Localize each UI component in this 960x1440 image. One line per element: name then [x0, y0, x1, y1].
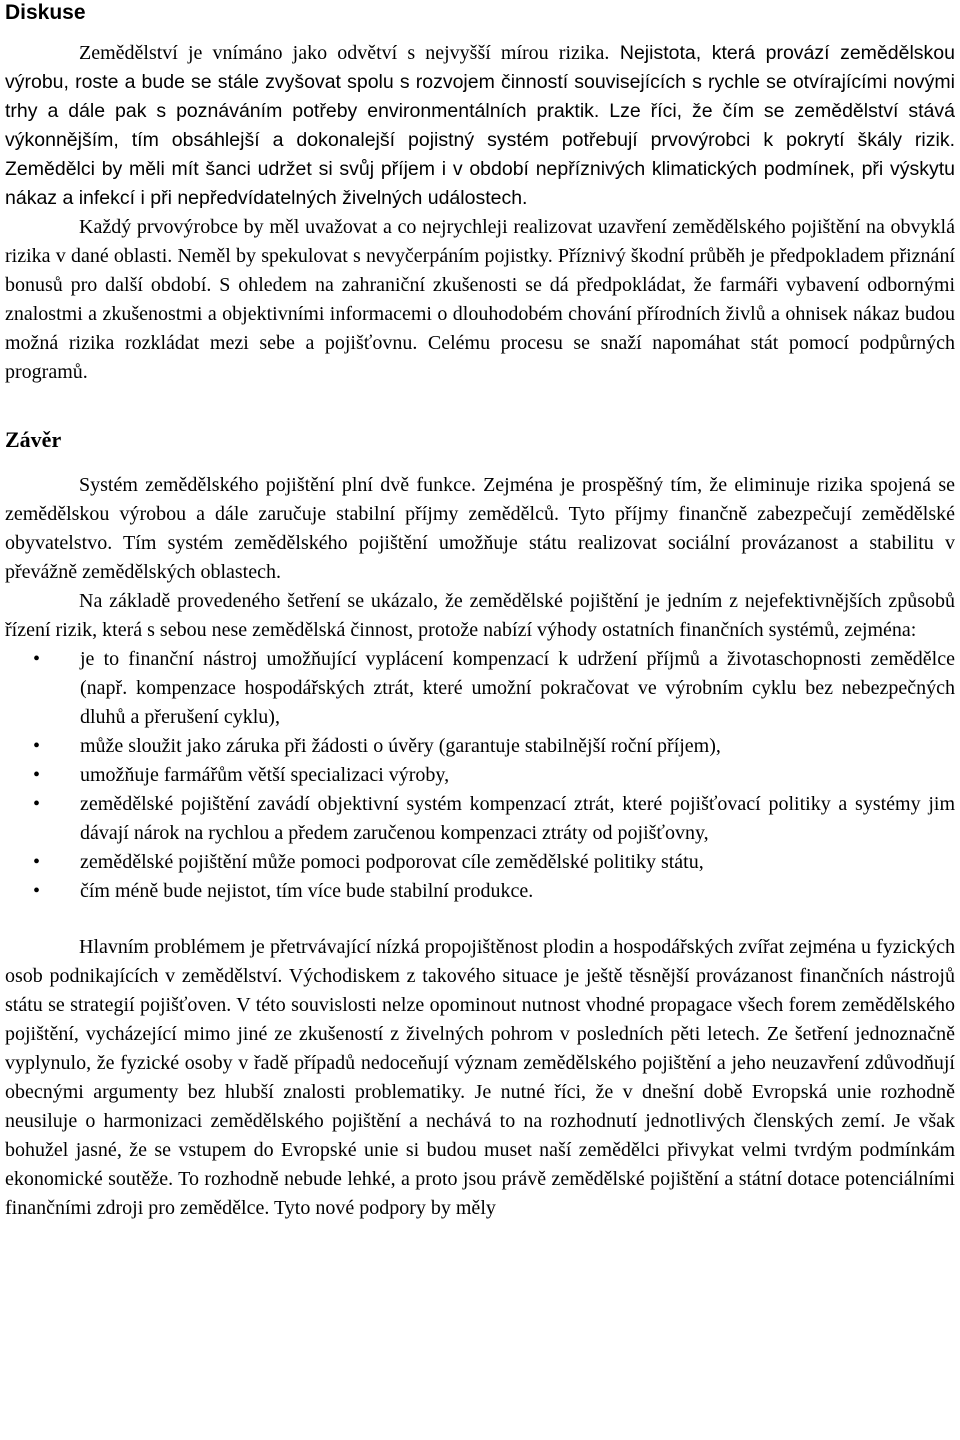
section-title-diskuse: Diskuse [5, 1, 86, 24]
zaver-paragraph-1: Systém zemědělského pojištění plní dvě funkce. Zejména je prospěšný tím, že eliminuje rizika spojená se zemědělskou výrobou a dále zaručuje stabilní příjmy zemědělců. Tyto příjmy finančně zabezpečují zemědělské obyvatelstvo. Tím systém zemědělského pojištění umožňuje státu realizovat sociální provázanost a stabilitu v převážně zemědělských oblastech. [5, 474, 955, 583]
diskuse-paragraph-1-lead: Zemědělství je vnímáno jako odvětví s nejvyšší mírou rizika. [79, 42, 610, 64]
diskuse-paragraph-1-end: Zemědělci by měli mít šanci udržet si svůj příjem i v období nepříznivých klimatických podmínek, při výskytu nákaz a infekcí i při nepředvídatelných živelných událostech. [5, 158, 955, 209]
bullet-item: • umožňuje farmářům větší specializaci výroby, [80, 761, 955, 790]
document-page [5, 0, 955, 1223]
paragraph-spacer [5, 906, 955, 933]
diskuse-paragraph-2: Každý prvovýrobce by měl uvažovat a co nejrychleji realizovat uzavření zemědělského pojištění na obvyklá rizika v dané oblasti. Neměl by spekulovat s nevyčerpáním pojistky. Příznivý škodní průběh je předpokladem přiznání bonusů pro další období. S ohledem na zahraniční zkušenosti se dá předpokládat, že farmáři vybavení odbornými znalostmi a zkušenostmi a objektivními informacemi o dlouhodobém chování přírodních živlů a ohnisek nákaz budou možná rizika rozkládat mezi sebe a pojišťovnu. Celému procesu se snaží napomáhat stát pomocí podpůrných programů. [5, 216, 955, 383]
bullet-item: • může sloužit jako záruka při žádosti o úvěry (garantuje stabilnější roční příjem), [80, 732, 955, 761]
section-title-zaver: Závěr [5, 427, 62, 452]
bullet-item: • zemědělské pojištění může pomoci podporovat cíle zemědělské politiky státu, [80, 848, 955, 877]
diskuse-paragraph-1 [5, 39, 955, 213]
bullet-item: • zemědělské pojištění zavádí objektivní systém kompenzací ztrát, které pojišťovací politiky a systémy jim dávají nárok na rychlou a předem zaručenou kompenzaci ztráty od pojišťovny, [80, 790, 955, 848]
bullet-item: • čím méně bude nejistot, tím více bude stabilní produkce. [80, 877, 955, 906]
zaver-paragraph-2: Na základě provedeného šetření se ukázalo, že zemědělské pojištění je jedním z nejefektivnějších způsobů řízení rizik, která s sebou nese zemědělská činnost, protože nabízí výhody ostatních finančních systémů, zejména: [5, 590, 955, 641]
bullet-item: • je to finanční nástroj umožňující vyplácení kompenzací k udržení příjmů a životaschopnosti zemědělce (např. kompenzace hospodářských ztrát, které umožní pokračovat ve výrobním cyklu bez nebezpečných dluhů a přerušení cyklu), [80, 645, 955, 732]
zaver-paragraph-3: Hlavním problémem je přetrvávající nízká propojištěnost plodin a hospodářských zvířat zejména u fyzických osob podnikajících v zemědělství. Východiskem z takového situace je ještě těsnější provázanost finančních nástrojů státu se strategií pojišťoven. V této souvislosti nelze opominout nutnost vhodné propagace všech forem zemědělského pojištění, vycházející mimo jiné ze zkušeností z živelných pohrom v posledních pěti letech. Ze šetření jednoznačně vyplynulo, že fyzické osoby v řadě případů nedoceňují význam zemědělského pojištění a jeho neuzavření zdůvodňují obecnými argumenty bez hlubší znalosti problematiky. Je nutné říci, že v dnešní době Evropská unie rozhodně neusiluje o harmonizaci zemědělského pojištění a nechává to na rozhodnutí jednotlivých členských zemí. Je však bohužel jasné, že se vstupem do Evropské unie si budou muset naší zemědělci přivykat velmi tvrdým podmínkám ekonomické soutěže. To rozhodně nebude lehké, a proto jsou právě zemědělské pojištění a státní dotace potenciálními finančními zdroji pro zemědělce. Tyto nové podpory by měly [5, 936, 955, 1219]
diskuse-paragraph-1-middle: Nejistota, která provází zemědělskou výrobu, roste a bude se stále zvyšovat spolu s rozvojem činností souvisejících s rychle se otvírajícími novými trhy a dále pak s poznáváním potřeby environmentálních praktik. Lze říci, že čím se zemědělství stává výkonnějším, tím obsáhlejší a dokonalejší pojistný systém potřebují prvovýrobci k pokrytí škály rizik. [5, 42, 955, 151]
zaver-bullet-list [5, 645, 955, 906]
